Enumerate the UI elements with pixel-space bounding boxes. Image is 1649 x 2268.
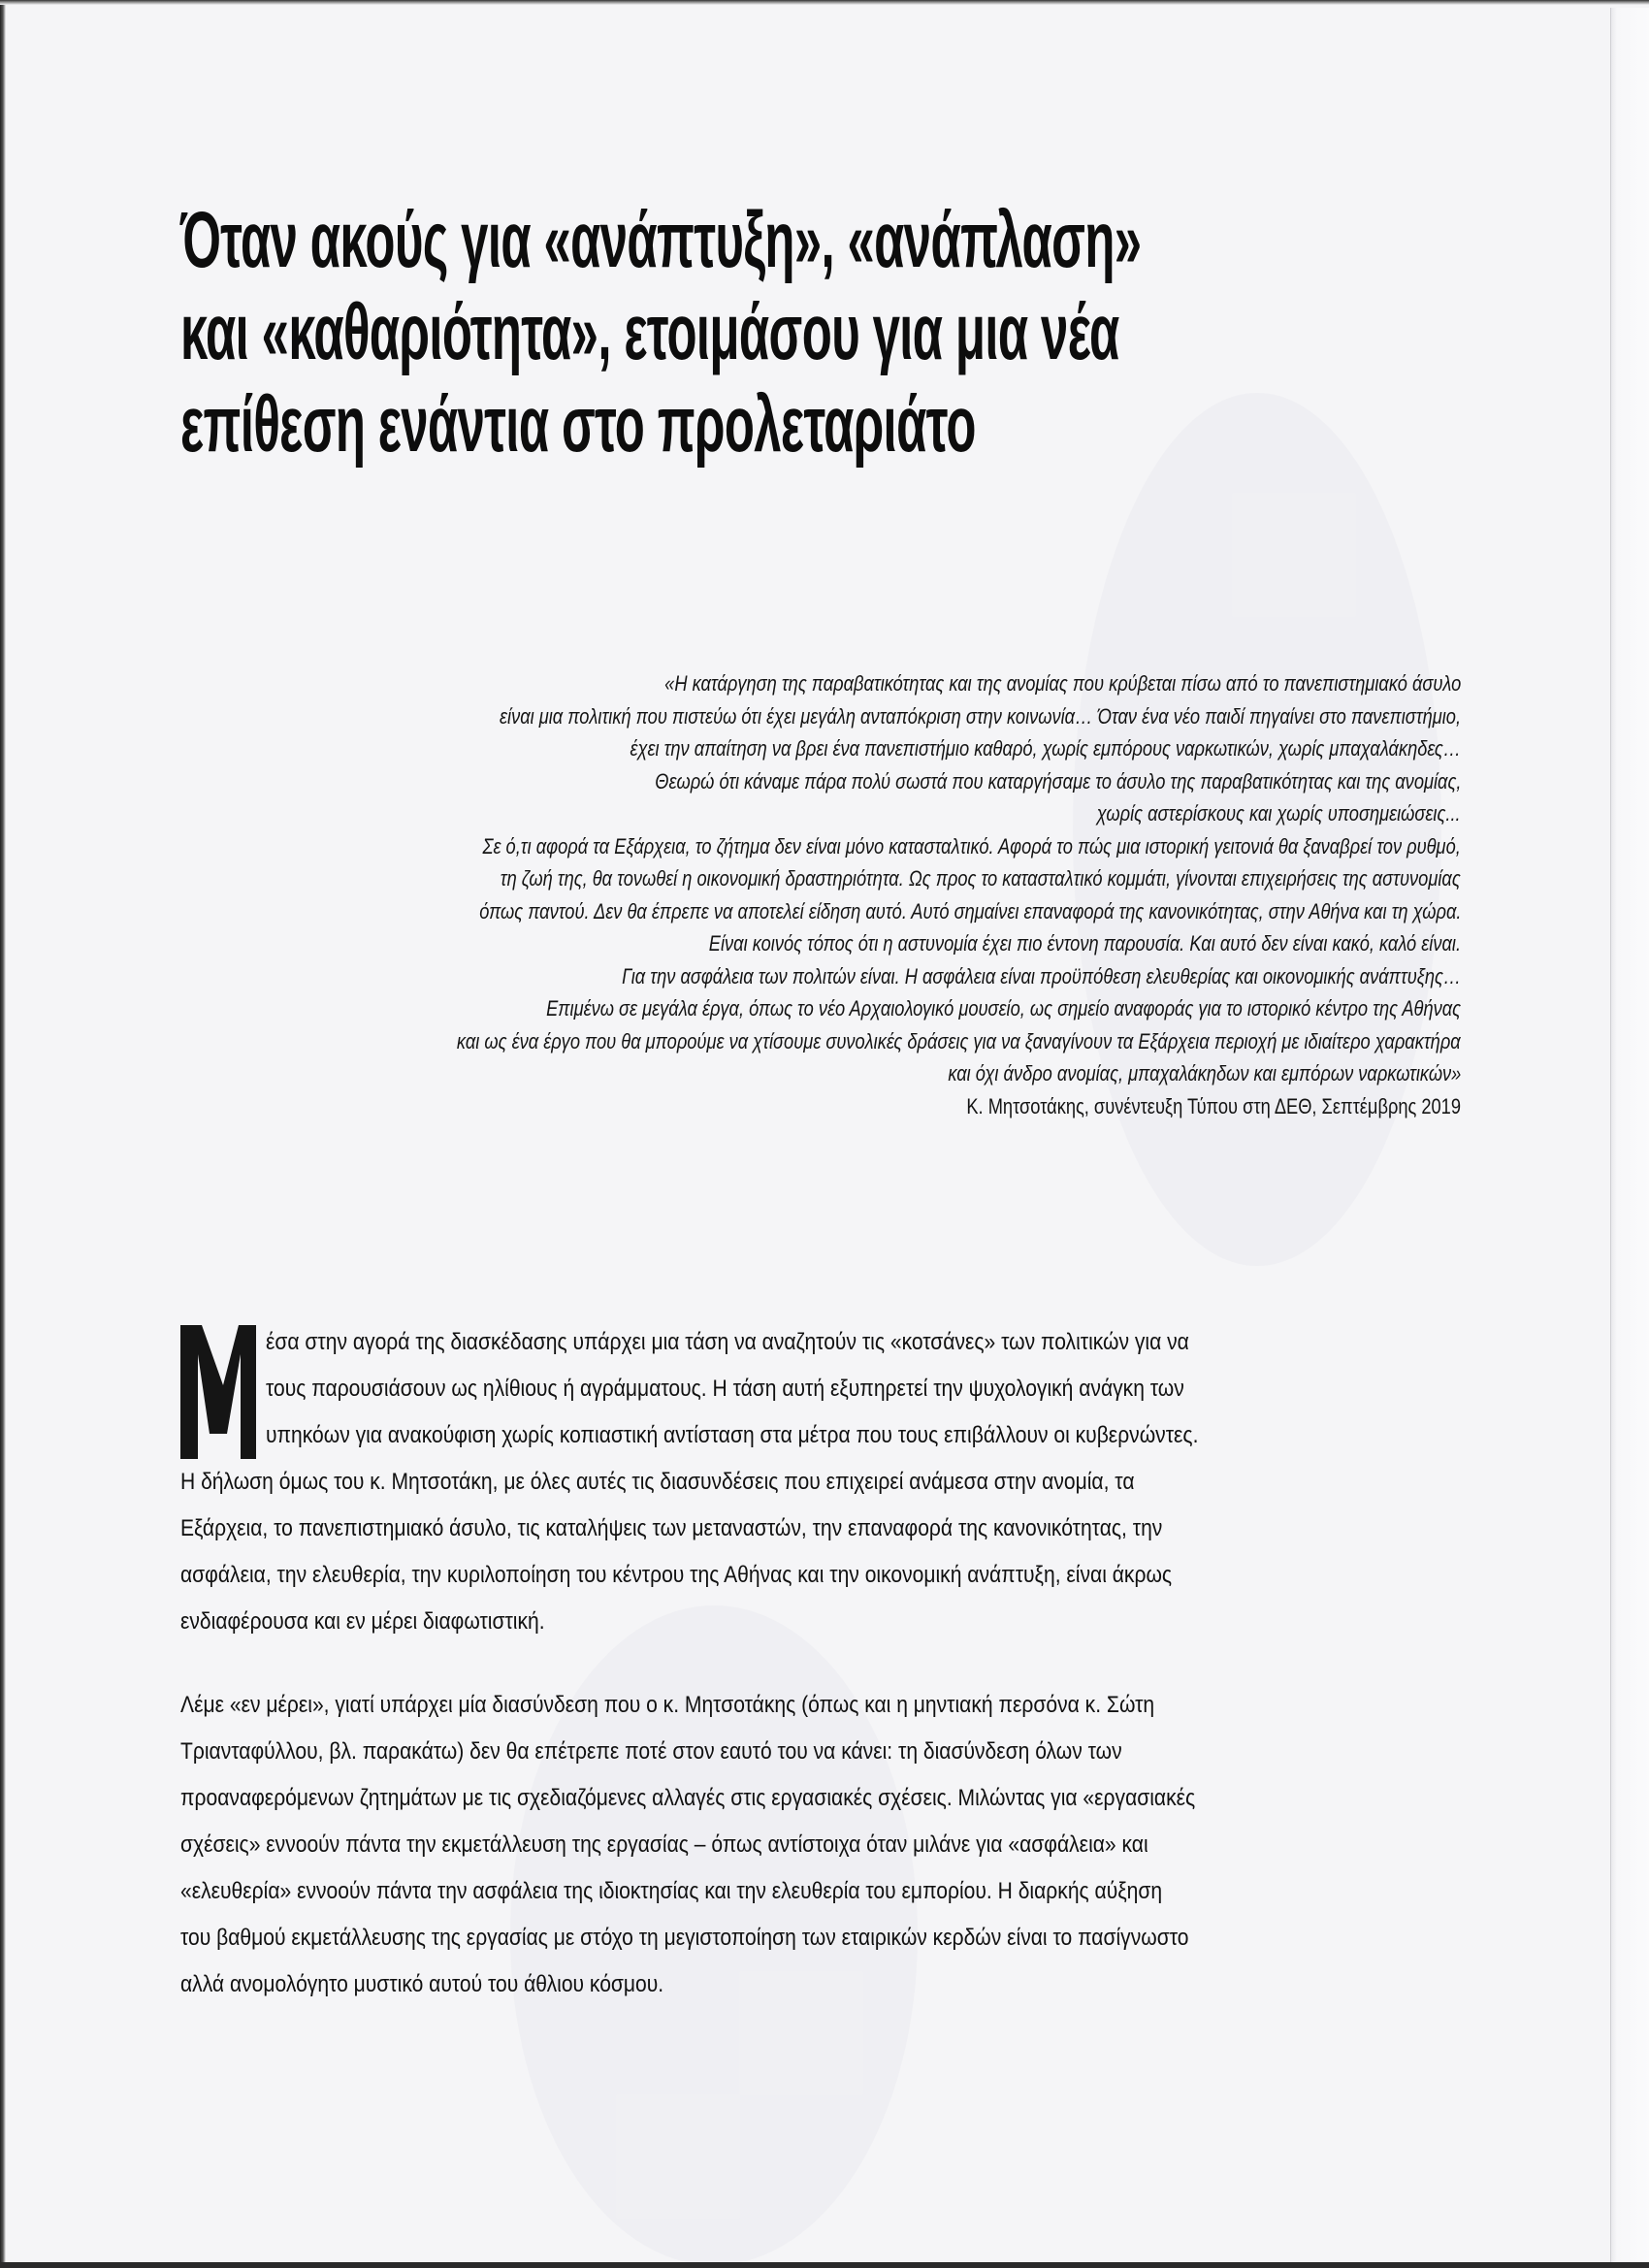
body-line: του βαθμού εκμετάλλευσης της εργασίας με στόχο τη μεγιστοποίηση των εταιρικών κερδών είναι το πασίγνωστο	[180, 1925, 1189, 1951]
paragraph-1	[180, 1319, 1461, 1645]
quote-line: «Η κατάργηση της παραβατικότητας και της ανομίας που κρύβεται πίσω από το πανεπιστημιακό άσυλο	[663, 671, 1461, 696]
body-line: Λέμε «εν μέρει», γιατί υπάρχει μία διασύνδεση που ο κ. Μητσοτάκης (όπως και η μηντιακή περσόνα κ. Σώτη	[180, 1692, 1155, 1718]
body-line: αλλά ανομολόγητο μυστικό αυτού του άθλιου κόσμου.	[180, 1971, 664, 1997]
body-line: «ελευθερία» εννοούν πάντα την ασφάλεια της ιδιοκτησίας και την ελευθερία του εμπορίου. Η διαρκής αύξηση	[180, 1878, 1163, 1904]
quote-line: έχει την απαίτηση να βρει ένα πανεπιστήμιο καθαρό, χωρίς εμπόρους ναρκωτικών, χωρίς μπαχαλάκηδες…	[630, 736, 1461, 761]
body-line: προαναφερόμενων ζητημάτων με τις σχεδιαζόμενες αλλαγές στις εργασιακές σχέσεις. Μιλώντας για «εργασιακές	[180, 1785, 1196, 1811]
quote-line: είναι μια πολιτική που πιστεύω ότι έχει μεγάλη ανταπόκριση στην κοινωνία… Όταν ένα νέο παιδί πηγαίνει στο πανεπιστήμιο,	[499, 703, 1461, 729]
paragraph-2	[180, 1682, 1461, 2008]
quote-line: και ως ένα έργο που θα μπορούμε να χτίσουμε συνολικές δράσεις για να ξαναγίνουν τα Εξάρχεια περιοχή με ιδιαίτερο χαρακτήρα	[457, 1028, 1461, 1053]
adjacent-page-edge	[1610, 8, 1649, 2262]
body-line: έσα στην αγορά της διασκέδασης υπάρχει μια τάση να αναζητούν τις «κοτσάνες» των πολιτικών για να	[266, 1329, 1189, 1355]
body-line: ασφάλεια, την ελευθερία, την κυριλοποίηση του κέντρου της Αθήνας και την οικονομική ανάπτυξη, είναι άκρως	[180, 1562, 1173, 1588]
headline-line: επίθεση ενάντια στο προλεταριάτο	[180, 380, 976, 469]
scan-edge-left	[0, 0, 6, 2268]
quote-line: χωρίς αστερίσκους και χωρίς υποσημειώσεις...	[1097, 801, 1461, 826]
body-line: Η δήλωση όμως του κ. Μητσοτάκη, με όλες αυτές τις διασυνδέσεις που επιχειρεί ανάμεσα στην ανομία, τα	[180, 1469, 1135, 1495]
quote-line: Θεωρώ ότι κάναμε πάρα πολύ σωστά που καταργήσαμε το άσυλο της παραβατικότητας και της ανομίας,	[654, 768, 1461, 794]
headline-line: Όταν ακούς για «ανάπτυξη», «ανάπλαση»	[180, 196, 1142, 284]
body-line: τους παρουσιάσουν ως ηλίθιους ή αγράμματους. Η τάση αυτή εξυπηρετεί την ψυχολογική ανάγκη των	[266, 1376, 1184, 1402]
quote-attribution: Κ. Μητσοτάκης, συνέντευξη Τύπου στη ΔΕΘ, Σεπτέμβρης 2019	[966, 1093, 1461, 1118]
body-line: Εξάρχεια, το πανεπιστημιακό άσυλο, τις καταλήψεις των μεταναστών, την επαναφορά της κανονικότητας, την	[180, 1515, 1163, 1541]
quote-line: Σε ό,τι αφορά τα Εξάρχεια, το ζήτημα δεν είναι μόνο κατασταλτικό. Αφορά το πώς μια ιστορική γειτονιά θα ξαναβρεί τον ρυθμό,	[482, 833, 1461, 859]
quote-line: Επιμένω σε μεγάλα έργα, όπως το νέο Αρχαιολογικό μουσείο, ως σημείο αναφοράς για το ιστορικό κέντρο της Αθήνας	[546, 996, 1461, 1021]
body-line: υπηκόων για ανακούφιση χωρίς κοπιαστική αντίσταση στα μέτρα που τους επιβάλλουν οι κυβερνώντες.	[266, 1422, 1199, 1448]
body-line: Τριανταφύλλου, βλ. παρακάτω) δεν θα επέτρεπε ποτέ στον εαυτό του να κάνει: τη διασύνδεση όλων των	[180, 1738, 1122, 1765]
headline-line: και «καθαριότητα», ετοιμάσου για μια νέα	[180, 288, 1119, 376]
quote-line: τη ζωή της, θα τονωθεί η οικονομική δραστηριότητα. Ως προς το κατασταλτικό κομμάτι, γίνονται επιχειρήσεις της αστυνομίας	[501, 866, 1461, 891]
quote-line: όπως παντού. Δεν θα έπρεπε να αποτελεί είδηση αυτό. Αυτό σημαίνει επαναφορά της κανονικότητας, στην Αθήνα και τη χώρα.	[478, 898, 1461, 923]
headline	[180, 194, 1462, 470]
epigraph-quote	[180, 667, 1461, 1122]
drop-cap-letter-glyph	[180, 1325, 256, 1459]
quote-line: Για την ασφάλεια των πολιτών είναι. Η ασφάλεια είναι προϋπόθεση ελευθερίας και οικονομικής ανάπτυξης…	[621, 963, 1461, 988]
magazine-page	[6, 5, 1610, 2262]
quote-line: και όχι άνδρο ανομίας, μπαχαλάκηδων και εμπόρων ναρκωτικών»	[948, 1061, 1461, 1085]
scan-edge-bottom	[0, 2262, 1649, 2268]
article-body	[180, 1319, 1461, 2045]
quote-line: Είναι κοινός τόπος ότι η αστυνομία έχει πιο έντονη παρουσία. Και αυτό δεν είναι κακό, καλό είναι.	[708, 931, 1461, 956]
scan-edge-top	[0, 0, 1649, 5]
body-line: ενδιαφέρουσα και εν μέρει διαφωτιστική.	[180, 1608, 545, 1635]
article	[180, 194, 1461, 1997]
drop-cap	[180, 1325, 256, 1459]
body-line: σχέσεις» εννοούν πάντα την εκμετάλλευση της εργασίας – όπως αντίστοιχα όταν μιλάνε για «ασφάλεια» και	[180, 1831, 1148, 1858]
